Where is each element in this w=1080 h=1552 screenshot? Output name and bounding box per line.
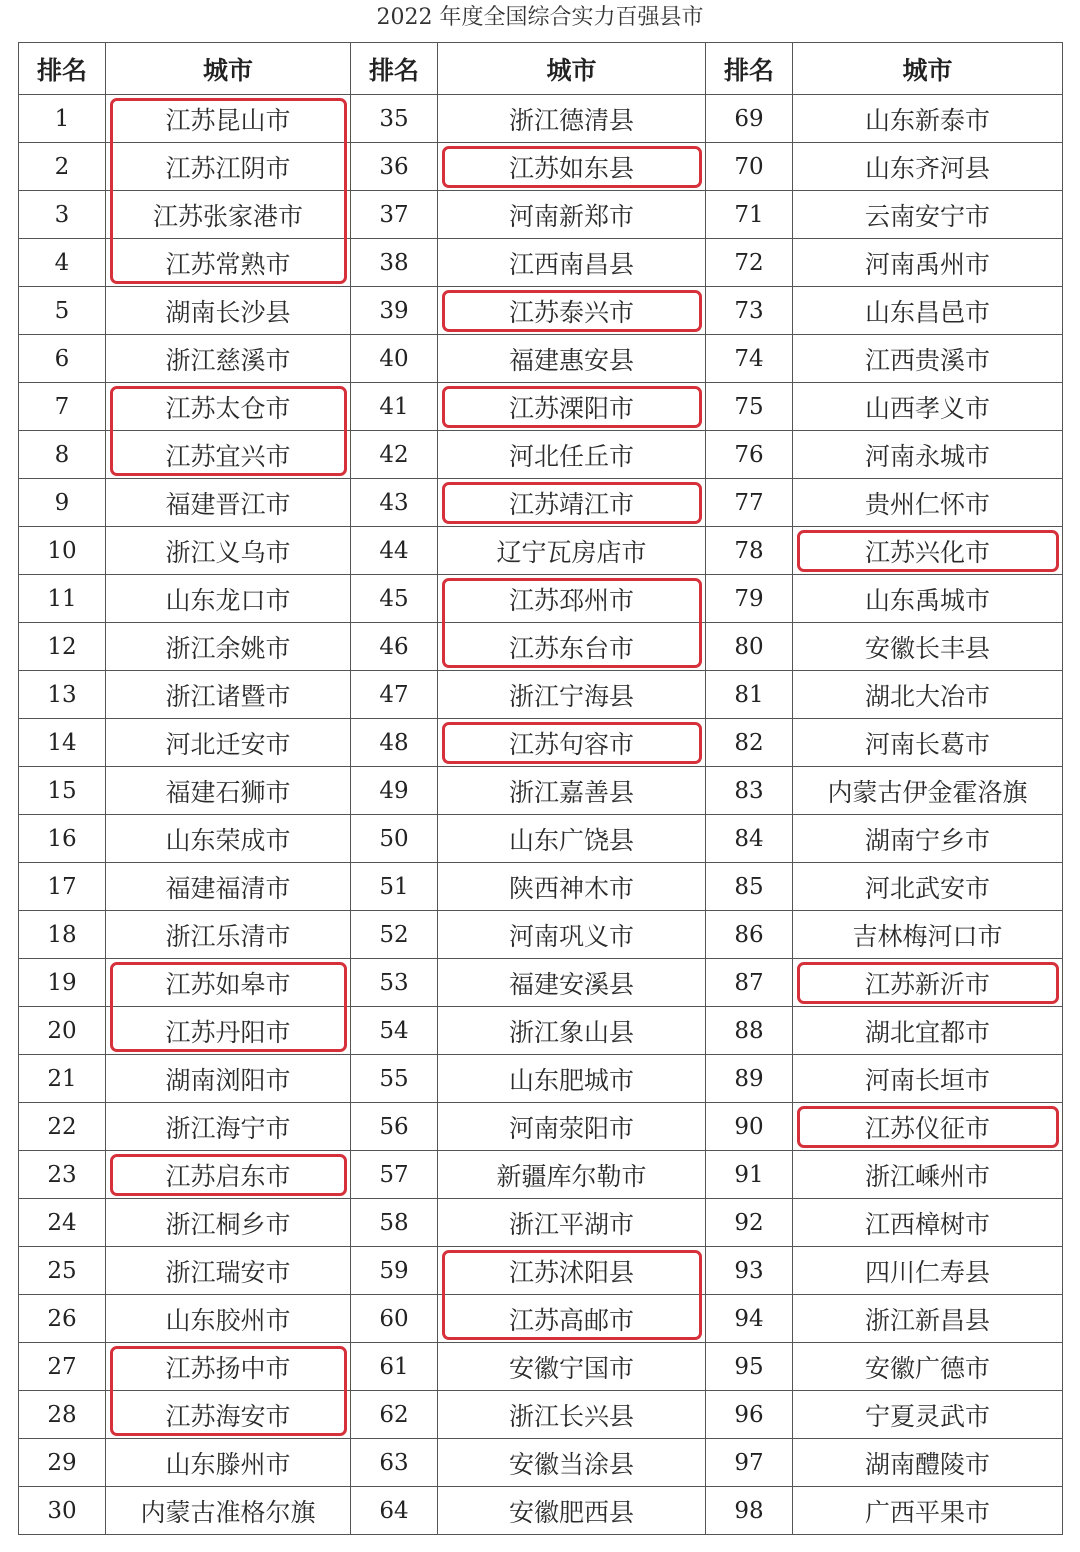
rank-cell: 55 (351, 1055, 438, 1103)
rank-cell: 92 (706, 1199, 793, 1247)
table-row (19, 95, 1063, 143)
city-cell: 山东肥城市 (438, 1055, 706, 1103)
city-cell: 福建惠安县 (438, 335, 706, 383)
city-cell: 贵州仁怀市 (793, 479, 1063, 527)
table-title: 2022 年度全国综合实力百强县市 (376, 5, 704, 30)
city-cell: 山东昌邑市 (793, 287, 1063, 335)
rank-header: 排名 (19, 43, 106, 95)
rank-cell: 74 (706, 335, 793, 383)
city-cell: 江苏张家港市 (106, 191, 351, 239)
rank-cell: 77 (706, 479, 793, 527)
city-cell: 江苏海安市 (106, 1391, 351, 1439)
rank-cell: 9 (19, 479, 106, 527)
table-row (19, 1391, 1063, 1439)
table-row (19, 1151, 1063, 1199)
city-cell: 江苏昆山市 (106, 95, 351, 143)
city-cell: 浙江慈溪市 (106, 335, 351, 383)
city-cell: 山东胶州市 (106, 1295, 351, 1343)
city-cell: 浙江乐清市 (106, 911, 351, 959)
rank-cell: 58 (351, 1199, 438, 1247)
rank-cell: 4 (19, 239, 106, 287)
table-row (19, 671, 1063, 719)
rank-cell: 16 (19, 815, 106, 863)
city-cell: 江苏启东市 (106, 1151, 351, 1199)
table-row (19, 1487, 1063, 1535)
city-cell: 河北武安市 (793, 863, 1063, 911)
rank-cell: 10 (19, 527, 106, 575)
rank-cell: 21 (19, 1055, 106, 1103)
city-cell: 浙江义乌市 (106, 527, 351, 575)
table-row (19, 911, 1063, 959)
rank-cell: 52 (351, 911, 438, 959)
rank-cell: 70 (706, 143, 793, 191)
rank-cell: 17 (19, 863, 106, 911)
city-cell: 江苏靖江市 (438, 479, 706, 527)
city-cell: 江苏仪征市 (793, 1103, 1063, 1151)
rank-cell: 35 (351, 95, 438, 143)
rank-cell: 27 (19, 1343, 106, 1391)
table-row (19, 383, 1063, 431)
city-cell: 宁夏灵武市 (793, 1391, 1063, 1439)
rank-cell: 23 (19, 1151, 106, 1199)
city-cell: 山东禹城市 (793, 575, 1063, 623)
table-row (19, 1343, 1063, 1391)
city-cell: 江苏如皋市 (106, 959, 351, 1007)
city-cell: 浙江嘉善县 (438, 767, 706, 815)
rank-header: 排名 (706, 43, 793, 95)
rank-cell: 47 (351, 671, 438, 719)
city-cell: 浙江余姚市 (106, 623, 351, 671)
rank-cell: 30 (19, 1487, 106, 1535)
table-row (19, 1295, 1063, 1343)
rank-cell: 86 (706, 911, 793, 959)
city-cell: 内蒙古准格尔旗 (106, 1487, 351, 1535)
table-row (19, 1103, 1063, 1151)
city-cell: 河南荥阳市 (438, 1103, 706, 1151)
city-cell: 安徽肥西县 (438, 1487, 706, 1535)
city-cell: 浙江诸暨市 (106, 671, 351, 719)
rank-cell: 2 (19, 143, 106, 191)
rank-cell: 22 (19, 1103, 106, 1151)
city-cell: 山东龙口市 (106, 575, 351, 623)
rank-cell: 89 (706, 1055, 793, 1103)
city-cell: 河南巩义市 (438, 911, 706, 959)
rank-cell: 75 (706, 383, 793, 431)
rank-cell: 19 (19, 959, 106, 1007)
city-cell: 河南长垣市 (793, 1055, 1063, 1103)
city-cell: 浙江嵊州市 (793, 1151, 1063, 1199)
city-cell: 湖北宜都市 (793, 1007, 1063, 1055)
table-row (19, 767, 1063, 815)
rank-cell: 82 (706, 719, 793, 767)
rank-cell: 28 (19, 1391, 106, 1439)
city-cell: 江西樟树市 (793, 1199, 1063, 1247)
city-cell: 山东荣成市 (106, 815, 351, 863)
city-cell: 湖北大冶市 (793, 671, 1063, 719)
rank-cell: 11 (19, 575, 106, 623)
table-row (19, 335, 1063, 383)
rank-cell: 81 (706, 671, 793, 719)
city-cell: 安徽广德市 (793, 1343, 1063, 1391)
city-cell: 河南禹州市 (793, 239, 1063, 287)
rank-cell: 98 (706, 1487, 793, 1535)
rank-cell: 85 (706, 863, 793, 911)
rank-cell: 57 (351, 1151, 438, 1199)
city-cell: 湖南醴陵市 (793, 1439, 1063, 1487)
city-cell: 浙江长兴县 (438, 1391, 706, 1439)
rank-cell: 1 (19, 95, 106, 143)
city-cell: 山东新泰市 (793, 95, 1063, 143)
rank-cell: 42 (351, 431, 438, 479)
rank-cell: 8 (19, 431, 106, 479)
city-cell: 福建安溪县 (438, 959, 706, 1007)
rank-cell: 72 (706, 239, 793, 287)
city-cell: 山东齐河县 (793, 143, 1063, 191)
city-cell: 江苏扬中市 (106, 1343, 351, 1391)
rank-cell: 51 (351, 863, 438, 911)
rank-cell: 93 (706, 1247, 793, 1295)
rank-cell: 39 (351, 287, 438, 335)
rank-cell: 49 (351, 767, 438, 815)
rank-cell: 56 (351, 1103, 438, 1151)
city-cell: 江苏太仓市 (106, 383, 351, 431)
city-cell: 吉林梅河口市 (793, 911, 1063, 959)
city-cell: 福建晋江市 (106, 479, 351, 527)
city-cell: 河南新郑市 (438, 191, 706, 239)
rank-cell: 69 (706, 95, 793, 143)
rank-cell: 91 (706, 1151, 793, 1199)
rank-cell: 20 (19, 1007, 106, 1055)
header-row (19, 43, 1063, 95)
city-cell: 福建石狮市 (106, 767, 351, 815)
rank-cell: 76 (706, 431, 793, 479)
city-cell: 江西贵溪市 (793, 335, 1063, 383)
ranking-table (18, 42, 1063, 1535)
city-cell: 浙江桐乡市 (106, 1199, 351, 1247)
city-cell: 河南永城市 (793, 431, 1063, 479)
city-cell: 江苏沭阳县 (438, 1247, 706, 1295)
table-row (19, 815, 1063, 863)
rank-cell: 43 (351, 479, 438, 527)
table-row (19, 239, 1063, 287)
rank-cell: 53 (351, 959, 438, 1007)
rank-cell: 63 (351, 1439, 438, 1487)
city-cell: 湖南浏阳市 (106, 1055, 351, 1103)
city-cell: 四川仁寿县 (793, 1247, 1063, 1295)
rank-cell: 12 (19, 623, 106, 671)
table-row (19, 1439, 1063, 1487)
rank-cell: 84 (706, 815, 793, 863)
city-cell: 浙江新昌县 (793, 1295, 1063, 1343)
city-cell: 内蒙古伊金霍洛旗 (793, 767, 1063, 815)
city-cell: 湖南长沙县 (106, 287, 351, 335)
city-cell: 浙江海宁市 (106, 1103, 351, 1151)
rank-cell: 78 (706, 527, 793, 575)
rank-cell: 71 (706, 191, 793, 239)
rank-cell: 87 (706, 959, 793, 1007)
table-row (19, 287, 1063, 335)
city-cell: 山西孝义市 (793, 383, 1063, 431)
rank-cell: 90 (706, 1103, 793, 1151)
city-cell: 江苏高邮市 (438, 1295, 706, 1343)
city-header: 城市 (793, 43, 1063, 95)
table-row (19, 863, 1063, 911)
table-row (19, 1055, 1063, 1103)
rank-cell: 44 (351, 527, 438, 575)
city-cell: 江苏泰兴市 (438, 287, 706, 335)
rank-cell: 96 (706, 1391, 793, 1439)
table-row (19, 623, 1063, 671)
rank-cell: 18 (19, 911, 106, 959)
rank-cell: 25 (19, 1247, 106, 1295)
city-cell: 安徽当涂县 (438, 1439, 706, 1487)
city-cell: 山东广饶县 (438, 815, 706, 863)
rank-cell: 6 (19, 335, 106, 383)
city-cell: 浙江瑞安市 (106, 1247, 351, 1295)
city-cell: 湖南宁乡市 (793, 815, 1063, 863)
city-cell: 江苏兴化市 (793, 527, 1063, 575)
rank-cell: 60 (351, 1295, 438, 1343)
rank-cell: 41 (351, 383, 438, 431)
city-cell: 山东滕州市 (106, 1439, 351, 1487)
city-cell: 浙江德清县 (438, 95, 706, 143)
city-cell: 浙江宁海县 (438, 671, 706, 719)
city-cell: 河南长葛市 (793, 719, 1063, 767)
rank-cell: 62 (351, 1391, 438, 1439)
rank-cell: 97 (706, 1439, 793, 1487)
rank-cell: 3 (19, 191, 106, 239)
city-cell: 陕西神木市 (438, 863, 706, 911)
rank-cell: 73 (706, 287, 793, 335)
rank-cell: 48 (351, 719, 438, 767)
table-row (19, 191, 1063, 239)
city-cell: 浙江象山县 (438, 1007, 706, 1055)
city-cell: 江西南昌县 (438, 239, 706, 287)
table-row (19, 1007, 1063, 1055)
city-header: 城市 (438, 43, 706, 95)
rank-cell: 79 (706, 575, 793, 623)
city-cell: 江苏新沂市 (793, 959, 1063, 1007)
rank-cell: 95 (706, 1343, 793, 1391)
rank-cell: 29 (19, 1439, 106, 1487)
rank-cell: 38 (351, 239, 438, 287)
city-cell: 江苏邳州市 (438, 575, 706, 623)
rank-cell: 14 (19, 719, 106, 767)
rank-cell: 24 (19, 1199, 106, 1247)
table-row (19, 143, 1063, 191)
table-row (19, 1199, 1063, 1247)
rank-cell: 37 (351, 191, 438, 239)
rank-cell: 83 (706, 767, 793, 815)
rank-cell: 54 (351, 1007, 438, 1055)
city-header: 城市 (106, 43, 351, 95)
rank-cell: 7 (19, 383, 106, 431)
rank-cell: 50 (351, 815, 438, 863)
city-cell: 安徽长丰县 (793, 623, 1063, 671)
city-cell: 江苏东台市 (438, 623, 706, 671)
table-row (19, 479, 1063, 527)
table-row (19, 527, 1063, 575)
city-cell: 河北任丘市 (438, 431, 706, 479)
city-cell: 江苏如东县 (438, 143, 706, 191)
city-cell: 广西平果市 (793, 1487, 1063, 1535)
city-cell: 江苏江阴市 (106, 143, 351, 191)
city-cell: 江苏宜兴市 (106, 431, 351, 479)
rank-cell: 45 (351, 575, 438, 623)
city-cell: 河北迁安市 (106, 719, 351, 767)
rank-cell: 61 (351, 1343, 438, 1391)
rank-cell: 36 (351, 143, 438, 191)
city-cell: 江苏句容市 (438, 719, 706, 767)
city-cell: 新疆库尔勒市 (438, 1151, 706, 1199)
rank-cell: 94 (706, 1295, 793, 1343)
city-cell: 辽宁瓦房店市 (438, 527, 706, 575)
city-cell: 江苏丹阳市 (106, 1007, 351, 1055)
table-row (19, 431, 1063, 479)
table-row (19, 719, 1063, 767)
table-row (19, 959, 1063, 1007)
rank-cell: 80 (706, 623, 793, 671)
rank-cell: 15 (19, 767, 106, 815)
city-cell: 江苏常熟市 (106, 239, 351, 287)
rank-cell: 13 (19, 671, 106, 719)
city-cell: 浙江平湖市 (438, 1199, 706, 1247)
rank-cell: 88 (706, 1007, 793, 1055)
rank-cell: 59 (351, 1247, 438, 1295)
rank-cell: 64 (351, 1487, 438, 1535)
rank-cell: 26 (19, 1295, 106, 1343)
table-row (19, 1247, 1063, 1295)
rank-cell: 40 (351, 335, 438, 383)
city-cell: 福建福清市 (106, 863, 351, 911)
rank-cell: 5 (19, 287, 106, 335)
rank-header: 排名 (351, 43, 438, 95)
table-row (19, 575, 1063, 623)
city-cell: 江苏溧阳市 (438, 383, 706, 431)
rank-cell: 46 (351, 623, 438, 671)
city-cell: 云南安宁市 (793, 191, 1063, 239)
city-cell: 安徽宁国市 (438, 1343, 706, 1391)
